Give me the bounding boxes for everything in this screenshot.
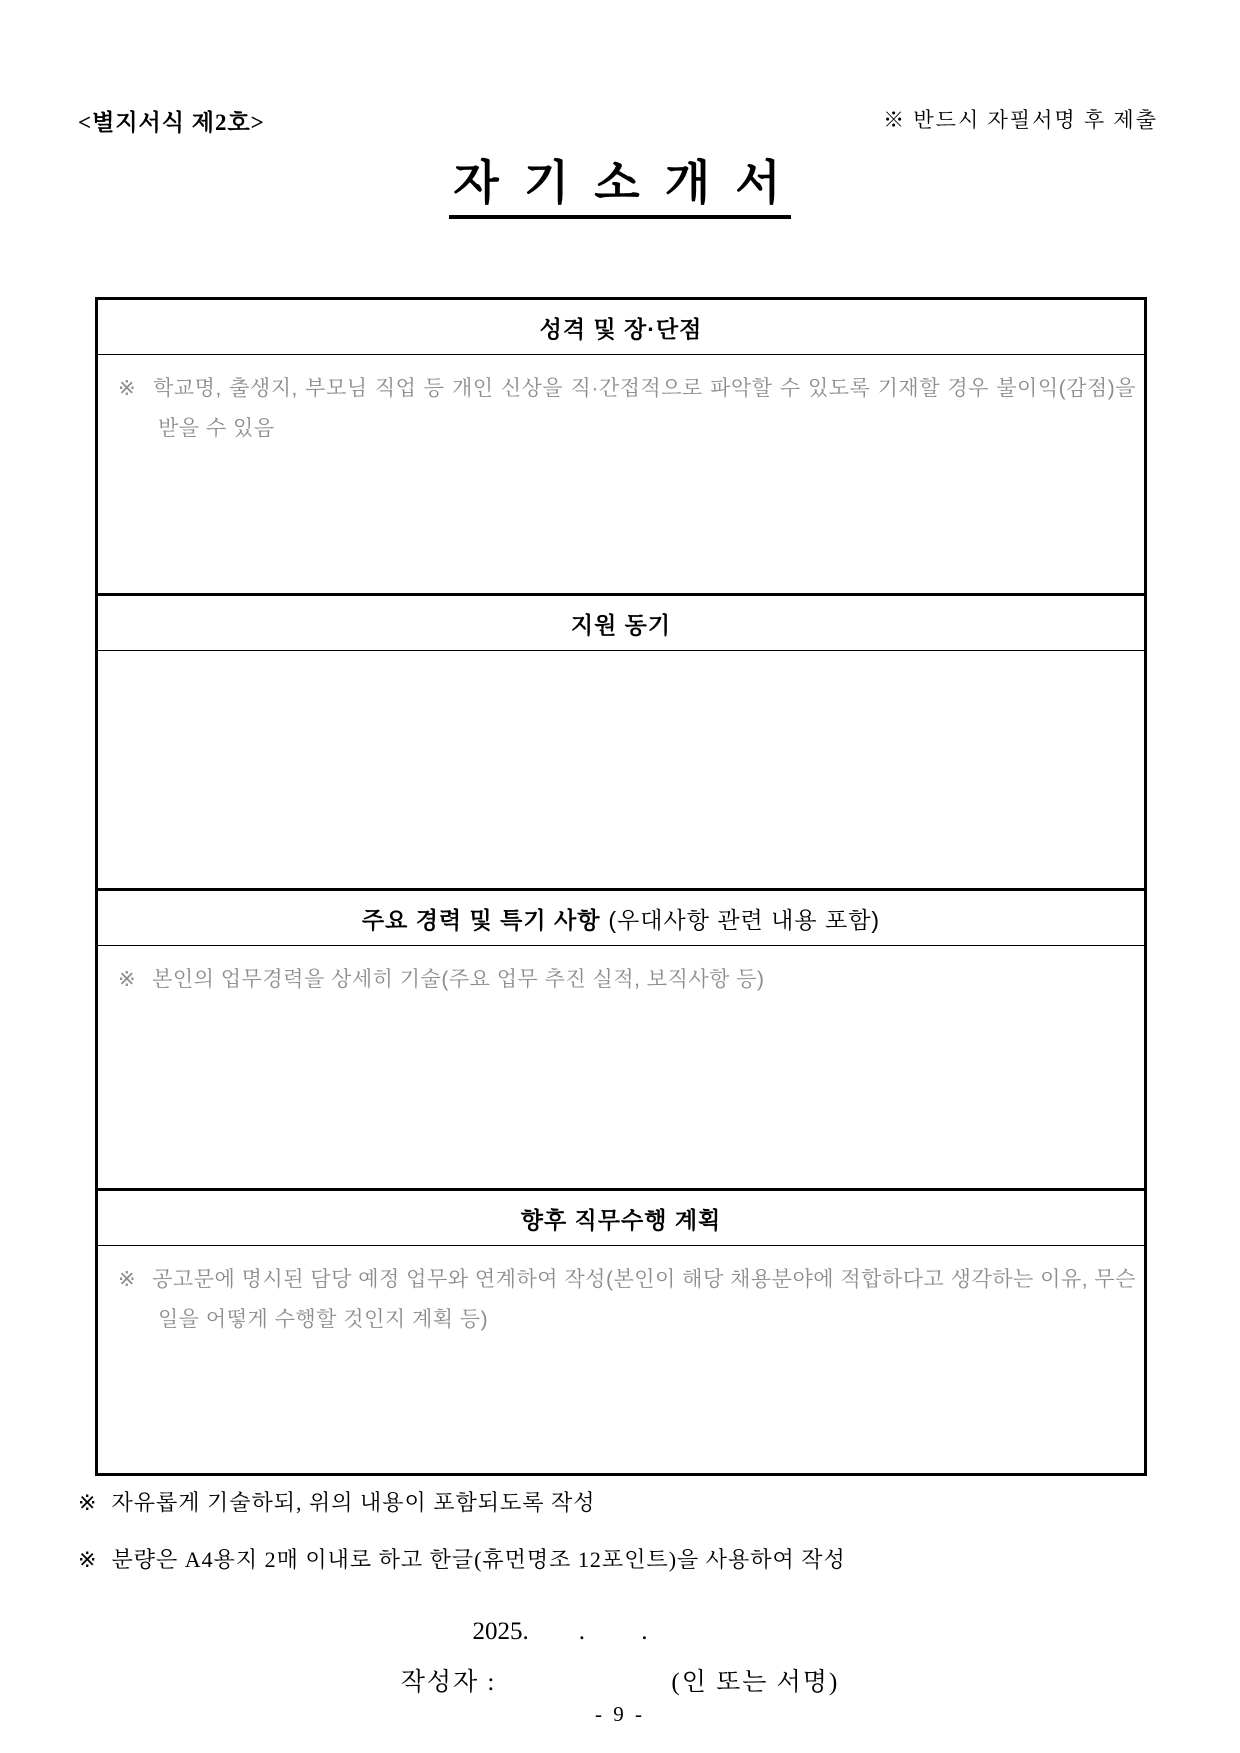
seal-or-signature-note: (인 또는 서명) — [671, 1669, 840, 1696]
self-introduction-form-table — [95, 297, 1147, 1476]
page-number: - 9 - — [595, 1702, 645, 1726]
section-motivation-input-area[interactable] — [98, 651, 1144, 888]
footer-instruction-line — [78, 1486, 1158, 1517]
section-future-plan — [98, 1188, 1144, 1473]
section-motivation — [98, 593, 1144, 888]
footer-instruction-line — [78, 1543, 1158, 1574]
section-career-input-area[interactable] — [98, 946, 1144, 1188]
writer-signature-line — [0, 1662, 1240, 1698]
section-personality-guide-note — [98, 369, 1136, 449]
reference-mark: ※ — [118, 377, 138, 400]
reference-mark: ※ — [78, 1490, 98, 1515]
section-future-plan-header — [98, 1191, 1144, 1246]
guide-note-text: 공고문에 명시된 담당 예정 업무와 연계하여 작성(본인이 해당 채용분야에 적합하다고 생각하는 이유, 무슨 일을 어떻게 수행할 것인지 계획 등) — [152, 1268, 1136, 1331]
footer-instruction-text: 자유롭게 기술하되, 위의 내용이 포함되도록 작성 — [111, 1490, 596, 1515]
document-title — [0, 146, 1240, 213]
section-career-title: 주요 경력 및 특기 사항 — [361, 906, 601, 933]
reference-mark: ※ — [118, 968, 137, 991]
guide-note-text: 학교명, 출생지, 부모님 직업 등 개인 신상을 직·간접적으로 파악할 수 있도록 기재할 경우 불이익(감점)을 받을 수 있음 — [153, 377, 1136, 440]
handwritten-signature-note: ※ 반드시 자필서명 후 제출 — [883, 108, 1158, 132]
section-personality — [98, 300, 1144, 593]
section-future-plan-title: 향후 직무수행 계획 — [520, 1206, 722, 1233]
section-motivation-header — [98, 596, 1144, 651]
date-line: 2025. . . — [472, 1618, 648, 1645]
section-personality-header — [98, 300, 1144, 355]
section-motivation-title: 지원 동기 — [570, 611, 672, 638]
reference-mark: ※ — [78, 1547, 98, 1572]
document-title-text: 자 기 소 개 서 — [449, 156, 790, 219]
section-future-plan-guide-note — [98, 1260, 1136, 1340]
section-future-plan-input-area[interactable] — [98, 1246, 1144, 1473]
page-header — [78, 104, 1158, 137]
form-number-label: <별지서식 제2호> — [78, 110, 265, 135]
section-personality-input-area[interactable] — [98, 355, 1144, 593]
section-career-guide-note — [98, 960, 1136, 1000]
footer-instruction-text: 분량은 A4용지 2매 이내로 하고 한글(휴먼명조 12포인트)을 사용하여 작성 — [111, 1547, 846, 1572]
section-career-subtitle: (우대사항 관련 내용 포함) — [608, 906, 881, 933]
section-career — [98, 888, 1144, 1188]
writer-label: 작성자 : — [400, 1669, 497, 1696]
reference-mark: ※ — [118, 1268, 137, 1291]
section-career-header — [98, 891, 1144, 946]
guide-note-text: 본인의 업무경력을 상세히 기술(주요 업무 추진 실적, 보직사항 등) — [152, 968, 765, 991]
section-personality-title: 성격 및 장·단점 — [539, 315, 703, 342]
footer-instructions — [78, 1486, 1158, 1600]
